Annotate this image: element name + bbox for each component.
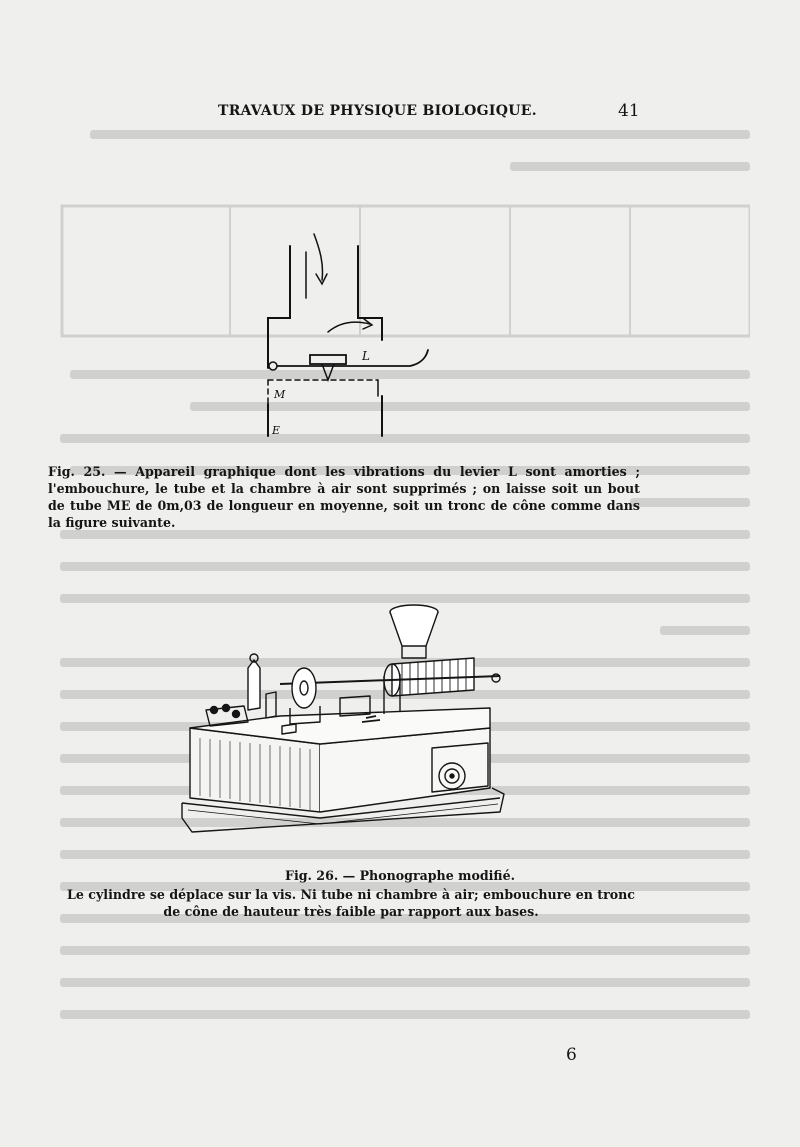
lever-L [277, 350, 428, 366]
diaphragm [310, 355, 346, 364]
figure-26-title: Fig. 26. — Phonographe modifié. [285, 868, 515, 883]
page-number: 41 [618, 101, 640, 121]
figure-25-caption [48, 463, 640, 531]
terminal-2 [223, 705, 230, 712]
figure-26-caption: Le cylindre se déplace sur la vis. Ni tube ni chambre à air; embouchure en tronc de cône de hauteur très faible par rapport aux bases. [67, 887, 635, 919]
funnel-neck [402, 646, 426, 658]
terminal-1 [211, 707, 218, 714]
small-coil [266, 692, 276, 718]
figure-26-phonograph-illustration [170, 598, 520, 854]
label-mouthpiece: E [272, 424, 281, 437]
lever-pivot [269, 362, 277, 370]
figure-25-caption-text: Appareil graphique dont les vibrations du levier L sont amorties ; l'embouchure, le tube et la chambre à air sont supprimés ; on laisse soit un bout de tube ME de 0m,03 de longueur en moyenne, soit un tronc de cône comme dans la figure suivante. [48, 464, 640, 530]
running-title: TRAVAUX DE PHYSIQUE BIOLOGIQUE. [218, 103, 537, 119]
flow-arrow-curve [328, 322, 370, 332]
label-tube: M [274, 388, 286, 401]
label-lever: L [362, 349, 370, 363]
tube-left-wall [268, 246, 290, 368]
flow-arrow-down [314, 234, 323, 280]
figure-25-label: Fig. 25. — [48, 464, 127, 479]
flywheel [292, 668, 316, 708]
terminal-3 [233, 711, 240, 718]
figure-25-diagram [250, 228, 450, 450]
funnel-cone [390, 612, 438, 646]
lamp-upright [248, 660, 260, 710]
page-header [0, 103, 800, 127]
knob-center [450, 774, 454, 778]
signature-mark: 6 [566, 1045, 577, 1065]
